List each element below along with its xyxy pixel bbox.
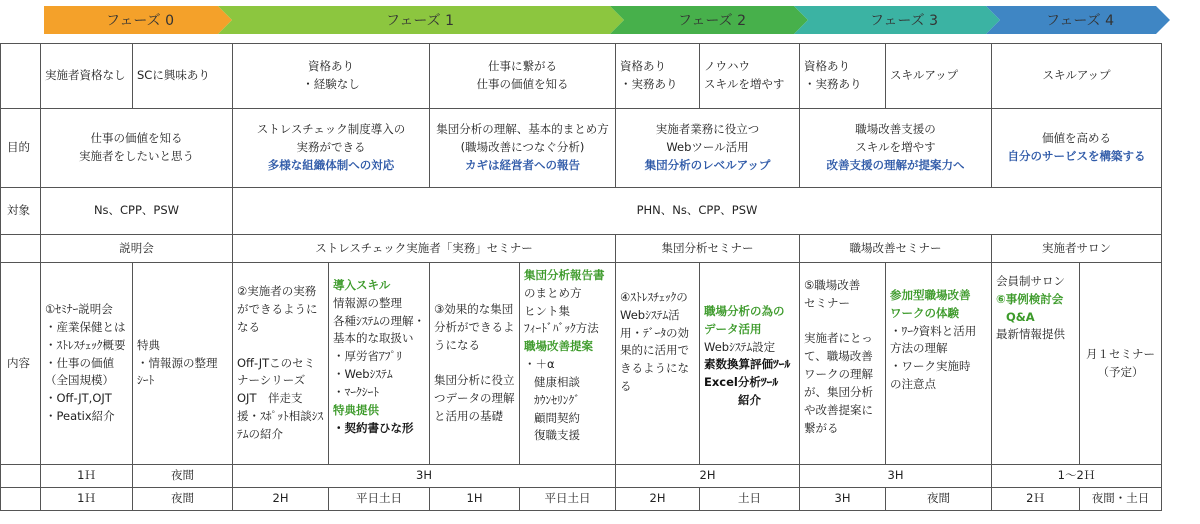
p0-content-a-line5: （全国規模）	[45, 373, 114, 388]
schedule-b: 夜間	[133, 487, 233, 510]
schedule-l: 夜間・土日	[1080, 487, 1162, 510]
p3-purpose	[800, 109, 992, 188]
p1-content-a-line6: ナーシリーズ	[237, 373, 306, 388]
p1-content-b-line4: ・厚労省ｱﾌﾟﾘ	[333, 349, 402, 364]
condition-label-cell	[1, 44, 41, 109]
p1-content-a	[233, 263, 329, 465]
p1-content-d-tail1: ・＋α	[524, 357, 555, 372]
p2-content-a-line4: 果的に活用で	[620, 343, 689, 358]
p1-condition-a-line2: ・経験なし	[302, 77, 360, 91]
p3-content-a-line6: ワークの理解	[804, 367, 873, 382]
p1-content-a-line9: ﾃﾑの紹介	[237, 426, 283, 441]
p1-purpose-a-line1: ストレスチェック制度導入の	[256, 122, 406, 137]
p1-content-d-line3: ﾌｨｰﾄﾞﾊﾞｯｸ方法	[524, 321, 599, 336]
p1-condition-b-line2: 仕事の価値を知る	[476, 77, 569, 91]
p0-content-a	[41, 263, 133, 465]
p1-content-c-line4	[434, 355, 515, 373]
p3-content-a-line7: が、集団分析	[804, 384, 873, 399]
p4-purpose-line1: 価値を高める	[1042, 131, 1111, 146]
p1-content-c-line5: 集団分析に役立	[434, 373, 515, 388]
p1-purpose-a	[233, 109, 430, 188]
p4-condition: スキルアップ	[992, 44, 1162, 109]
p1-purpose-b-line1: 集団分析の理解、基本的まとめ方	[436, 122, 609, 137]
phase-4-label: フェーズ 4	[1046, 13, 1114, 29]
p1-content-a-line3: なる	[237, 319, 260, 334]
p3-content-b-line2: 方法の理解	[890, 341, 948, 356]
p3-purpose-line1: 職場改善支援の	[855, 122, 936, 137]
p1-content-b-line6: ・ﾏｰｸｼｰﾄ	[333, 384, 379, 399]
p4-content-a-top: 会員制サロン	[996, 274, 1065, 288]
schedule-label-cell	[1, 487, 41, 510]
p2-condition-b	[700, 44, 800, 109]
purpose-label: 目的	[1, 109, 41, 188]
time-row	[1, 465, 1162, 488]
rest-target: PHN、Ns、CPP、PSW	[233, 188, 1162, 235]
p2-content-b-tail3: 紹介	[738, 393, 761, 408]
target-label: 対象	[1, 188, 41, 235]
p1-content-b-head: 導入スキル	[333, 278, 391, 292]
p1-content-a-line7: OJT 伴走支	[237, 391, 303, 406]
p1-purpose-a-line2: 実務ができる	[296, 140, 366, 155]
p1-content-b	[329, 263, 430, 465]
p3-content-a-line4: 実施者にとっ	[804, 331, 873, 346]
p1-seminar: ストレスチェック実施者「実務」セミナー	[233, 235, 616, 263]
p2-purpose-highlight: 集団分析のレベルアップ	[644, 157, 771, 172]
p2-content-a-line3: 用・ﾃﾞｰﾀの効	[620, 325, 689, 340]
p0-content-b-line3: ｼｰﾄ	[137, 373, 155, 388]
content-row	[1, 263, 1162, 465]
schedule-h: 土日	[700, 487, 800, 510]
p2-condition-a	[616, 44, 700, 109]
phase-3-label: フェーズ 3	[870, 13, 938, 29]
p3-condition-a-line2: ・実務あり	[804, 77, 862, 91]
phase-1-arrow	[218, 6, 624, 34]
p1-content-c-line6: つデータの理解	[434, 391, 515, 406]
p3-content-b-head1: 参加型職場改善	[890, 288, 971, 302]
schedule-i: 3H	[800, 487, 886, 510]
p0-content-a-line7: ・Peatix紹介	[45, 409, 115, 424]
p1-condition-b	[430, 44, 616, 109]
p1-content-c	[430, 263, 520, 465]
p3-purpose-highlight: 改善支援の理解が提案力へ	[826, 157, 965, 172]
p2-content-a-line2: Webｼｽﾃﾑ活	[620, 307, 680, 322]
p2-time: 2H	[616, 465, 800, 488]
target-row	[1, 188, 1162, 235]
p1-content-a-line8: 援・ｽﾎﾟｯﾄ相談ｼｽ	[237, 409, 324, 424]
p3-content-a-line8: や改善提案に	[804, 402, 873, 417]
p3-content-a	[800, 263, 886, 465]
p0-content-b	[133, 263, 233, 465]
p3-condition-a	[800, 44, 886, 109]
p3-condition-b: スキルアップ	[886, 44, 992, 109]
p1-content-d-head: 集団分析報告書	[524, 268, 605, 282]
p2-content-b-tail1: 素数換算評価ﾂｰﾙ	[704, 357, 791, 372]
p3-content-a-line5: て、職場改善	[804, 349, 873, 364]
p1-content-c-line2: 分析ができるよ	[434, 319, 515, 334]
phase-0-arrow	[44, 6, 232, 34]
p0-content-a-line2: ・産業保健とは	[45, 319, 126, 334]
phase-arrows	[0, 0, 1200, 40]
p0-content-a-line1: ①ｾﾐﾅｰ説明会	[45, 302, 113, 317]
schedule-d: 平日土日	[329, 487, 430, 510]
p1-purpose-a-highlight: 多様な組織体制への対応	[267, 157, 395, 172]
p4-content-a-head2: Q&A	[1006, 309, 1035, 324]
p2-content-a	[616, 263, 700, 465]
schedule-e: 1H	[430, 487, 520, 510]
schedule-c: 2H	[233, 487, 329, 510]
phase-2-arrow	[610, 6, 808, 34]
p3-seminar: 職場改善セミナー	[800, 235, 992, 263]
p0-purpose-line2: 実施者をしたいと思う	[79, 149, 194, 163]
p0-time-a: 1Ｈ	[41, 465, 133, 488]
p3-content-a-line9: 繋がる	[804, 420, 839, 435]
p2-condition-a-line2: ・実務あり	[620, 77, 678, 91]
phase-table	[0, 43, 1162, 511]
p1-condition-a	[233, 44, 430, 109]
p2-content-a-line6: る	[620, 379, 632, 394]
p3-time: 3H	[800, 465, 992, 488]
p1-content-d-line1: のまとめ方	[524, 285, 582, 300]
p4-content-b-line2: （予定）	[1097, 364, 1144, 379]
p4-purpose-highlight: 自分のサービスを構築する	[1007, 149, 1146, 163]
p1-content-d-tail2: 健康相談	[534, 374, 580, 389]
purpose-row	[1, 109, 1162, 188]
time-label-cell	[1, 465, 41, 488]
p1-purpose-b-highlight: カギは経営者への報告	[465, 157, 580, 172]
p0-content-a-line6: ・Off-JT,OJT	[45, 391, 112, 406]
p0-content-a-line4: ・仕事の価値	[45, 355, 114, 370]
p0-content-b-line1: 特典	[137, 337, 160, 352]
content-label: 内容	[1, 263, 41, 465]
p4-time: 1～2Ｈ	[992, 465, 1162, 488]
p1-content-d-tail5: 復職支援	[534, 428, 580, 443]
p1-content-d	[520, 263, 616, 465]
p1-content-a-line4	[237, 337, 324, 355]
phase-0-label: フェーズ 0	[106, 13, 174, 29]
p0-condition-b: SCに興味あり	[133, 44, 233, 109]
p1-purpose-b-line2: (職場改善につなぐ分析)	[460, 140, 585, 155]
condition-row	[1, 44, 1162, 109]
p1-purpose-b	[430, 109, 616, 188]
p3-content-a-line2: セミナー	[804, 295, 850, 310]
p2-content-b-body: Webｼｽﾃﾑ設定	[704, 339, 776, 354]
schedule-g: 2H	[616, 487, 700, 510]
p1-time: 3H	[233, 465, 616, 488]
p1-content-d-line2: ヒント集	[524, 303, 570, 318]
p3-content-b	[886, 263, 992, 465]
phase-2-label: フェーズ 2	[678, 13, 746, 29]
p4-seminar: 実施者サロン	[992, 235, 1162, 263]
p1-content-b-tail: ・契約書ひな形	[333, 420, 414, 435]
p0-content-b-line2: ・情報源の整理	[137, 355, 218, 370]
p4-content-a-body: 最新情報提供	[996, 327, 1065, 342]
p4-purpose	[992, 109, 1162, 188]
seminar-row	[1, 235, 1162, 263]
phase-4-arrow	[986, 6, 1170, 34]
p4-content-a	[992, 263, 1080, 465]
p2-content-b-head1: 職場分析の為の	[704, 304, 785, 318]
p2-content-b-tail2: Excel分析ﾂｰﾙ	[704, 375, 779, 390]
p2-content-a-line1: ④ｽﾄﾚｽﾁｪｯｸの	[620, 290, 688, 304]
p0-purpose	[41, 109, 233, 188]
p0-content-a-line3: ・ｽﾄﾚｽﾁｪｯｸ概要	[45, 337, 126, 352]
p3-content-a-line1: ⑤職場改善	[804, 278, 861, 292]
p2-content-b	[700, 263, 800, 465]
schedule-j: 夜間	[886, 487, 992, 510]
p4-content-b-line1: 月１セミナー	[1086, 346, 1155, 361]
p1-content-a-line5: Off-JTこのセミ	[237, 355, 316, 370]
p0-time-b: 夜間	[133, 465, 233, 488]
p2-seminar: 集団分析セミナー	[616, 235, 800, 263]
p3-condition-a-line1: 資格あり	[804, 59, 850, 74]
p1-content-d-tail3: ｶｳﾝｾﾘﾝｸﾞ	[534, 392, 580, 407]
p3-content-b-line1: ・ﾜｰｸ資料と活用	[890, 323, 977, 338]
p1-content-b-line1: 情報源の整理	[333, 295, 402, 310]
p0-target: Ns、CPP、PSW	[41, 188, 233, 235]
p4-content-b	[1080, 263, 1162, 465]
p1-content-b-line5: ・Webｼｽﾃﾑ	[333, 367, 393, 382]
schedule-row	[1, 487, 1162, 510]
p1-condition-b-line1: 仕事に繋がる	[488, 59, 557, 74]
seminar-label-cell	[1, 235, 41, 263]
schedule-k: 2Ｈ	[992, 487, 1080, 510]
p1-content-d-head2: 職場改善提案	[524, 339, 593, 354]
schedule-a: 1Ｈ	[41, 487, 133, 510]
p0-purpose-line1: 仕事の価値を知る	[90, 131, 183, 146]
p1-content-c-line7: と活用の基礎	[434, 409, 503, 424]
p2-condition-b-line1: ノウハウ	[704, 59, 750, 74]
p1-content-b-line3: 基本的な取扱い	[333, 331, 414, 346]
p1-content-a-line2: ができるように	[237, 302, 318, 317]
p0-seminar: 説明会	[41, 235, 233, 263]
p2-condition-a-line1: 資格あり	[620, 59, 666, 74]
p2-content-b-head2: データ活用	[704, 321, 762, 336]
p2-purpose	[616, 109, 800, 188]
p1-content-a-line1: ②実施者の実務	[237, 284, 317, 299]
p1-content-b-line2: 各種ｼｽﾃﾑの理解・	[333, 313, 425, 328]
p2-content-a-line5: きるようにな	[620, 361, 689, 376]
p1-content-c-line1: ③効果的な集団	[434, 302, 514, 317]
p1-content-c-line3: うになる	[434, 337, 480, 352]
p3-content-b-head2: ワークの体験	[890, 305, 959, 320]
p1-content-d-tail4: 顧問契約	[534, 410, 580, 425]
p2-condition-b-line2: スキルを増やす	[704, 77, 785, 91]
p1-condition-a-line1: 資格あり	[308, 59, 354, 74]
p2-purpose-line1: 実施者業務に役立つ	[655, 122, 760, 137]
schedule-f: 平日土日	[520, 487, 616, 510]
p3-content-b-line4: の注意点	[890, 377, 936, 392]
p3-content-b-line3: ・ワーク実施時	[890, 359, 971, 374]
phase-1-label: フェーズ 1	[386, 13, 454, 29]
phase-3-arrow	[794, 6, 1000, 34]
p4-content-a-head1: ⑥事例検討会	[996, 291, 1064, 306]
p2-purpose-line2: Webツール活用	[666, 140, 749, 155]
p1-content-b-head2: 特典提供	[333, 402, 379, 417]
p3-purpose-line2: スキルを増やす	[855, 140, 936, 155]
p3-content-a-line3	[804, 313, 881, 331]
p0-condition-a: 実施者資格なし	[41, 44, 133, 109]
